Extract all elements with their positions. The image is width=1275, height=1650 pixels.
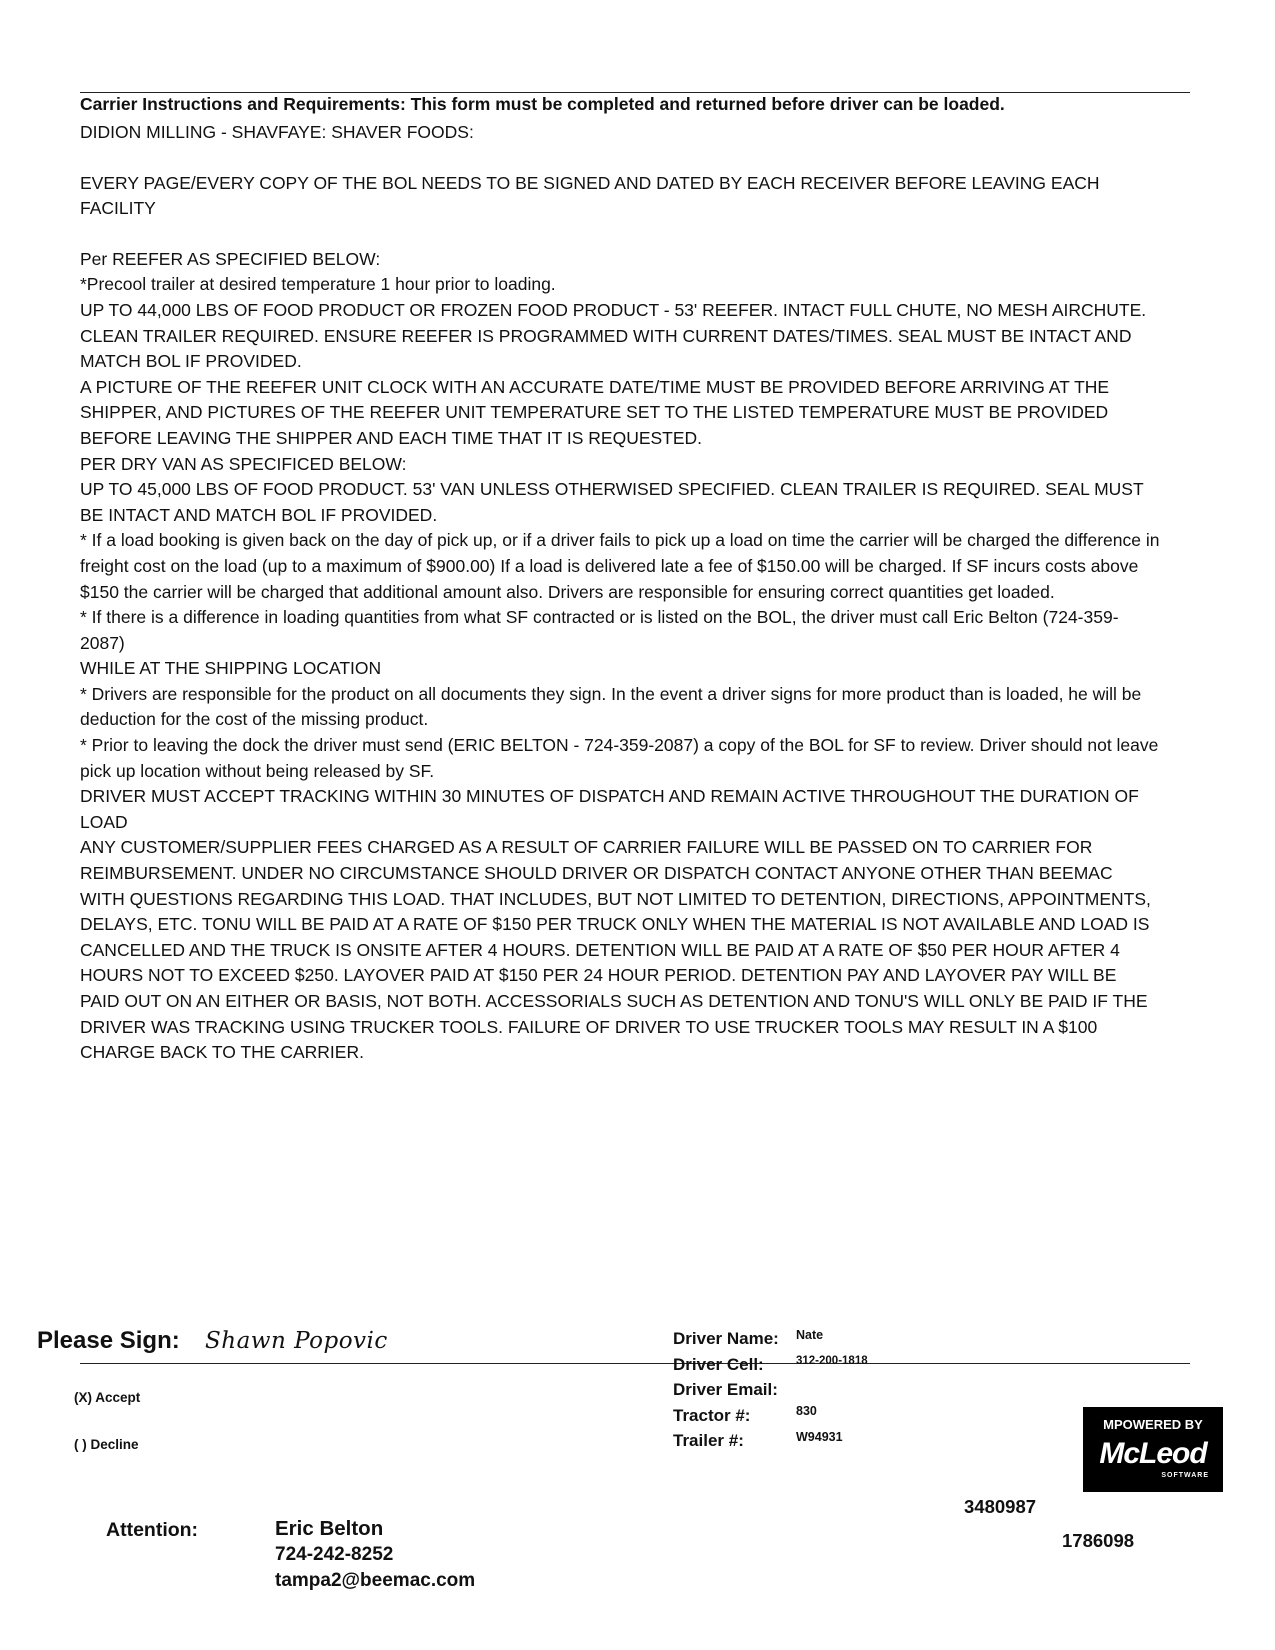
paragraph-gap [80,222,1160,247]
top-rule [80,92,1190,93]
instruction-paragraph: *Precool trailer at desired temperature 1 hour prior to loading. [80,274,556,295]
paragraph-gap [80,146,1160,171]
signature: Shawn Popovic [205,1328,388,1354]
please-sign-label: Please Sign: [37,1327,180,1354]
tractor-value: 830 [796,1404,817,1418]
driver-cell-label: Driver Cell: [673,1355,764,1374]
instruction-paragraph: DIDION MILLING - SHAVFAYE: SHAVER FOODS: [80,122,474,142]
driver-name-label: Driver Name: [673,1329,779,1348]
instruction-paragraph: PER DRY VAN AS SPECIFICED BELOW: [80,453,407,474]
mcleod-logo [1083,1407,1223,1492]
contact-name: Eric Belton [275,1517,384,1540]
contact-email[interactable]: tampa2@beemac.com [275,1570,476,1591]
logo-software: SOFTWARE [1161,1472,1209,1479]
attention-label: Attention: [106,1519,199,1541]
instruction-paragraph: Per REEFER AS SPECIFIED BELOW: [80,248,381,269]
trailer-label: Trailer #: [673,1431,744,1450]
instruction-paragraph: * Drivers are responsible for the product on all documents they sign. In the event a driver signs for more product than is loaded, he will be deduction for the cost of the missing product. [80,683,1142,730]
instruction-paragraph: UP TO 45,000 LBS OF FOOD PRODUCT. 53' VAN UNLESS OTHERWISED SPECIFIED. CLEAN TRAILER IS REQUIRED. SEAL MUST BE INTACT AND MATCH BOL IF PROVIDED. [80,479,1144,525]
instructions-header: Carrier Instructions and Requirements: This form must be completed and returned before driver can be loaded. [80,94,1005,114]
driver-name-value: Nate [796,1328,824,1342]
instruction-paragraph: EVERY PAGE/EVERY COPY OF THE BOL NEEDS TO BE SIGNED AND DATED BY EACH RECEIVER BEFORE LEAVING EACH FACILITY [80,172,1100,219]
instruction-paragraph: ANY CUSTOMER/SUPPLIER FEES CHARGED AS A RESULT OF CARRIER FAILURE WILL BE PASSED ON TO CARRIER FOR REIMBURSEMENT. UNDER NO CIRCUMSTANCE SHOULD DRIVER OR DISPATCH CONTACT ANYONE OTHER THAN BEEMAC WITH QUESTIONS REGARDING THIS LOAD. THAT INCLUDES, BUT NOT LIMITED TO DETENTION, DIRECTIONS, APPOINTMENTS, DELAYS, ETC. TONU WILL BE PAID AT A RATE OF $150 PER TRUCK ONLY WHEN THE MATERIAL IS NOT AVAILABLE AND LOAD IS CANCELLED AND THE TRUCK IS ONSITE AFTER 4 HOURS. DETENTION WILL BE PAID AT A RATE OF $50 PER HOUR AFTER 4 HOURS NOT TO EXCEED $250. LAYOVER PAID AT $150 PER 24 HOUR PERIOD. DETENTION PAY AND LAYOVER PAY WILL BE PAID OUT ON AN EITHER OR BASIS, NOT BOTH. ACCESSORIALS SUCH AS DETENTION AND TONU'S WILL ONLY BE PAID IF THE DRIVER WAS TRACKING USING TRUCKER TOOLS. FAILURE OF DRIVER TO USE TRUCKER TOOLS MAY RESULT IN A $100 CHARGE BACK TO THE CARRIER. [80,837,1151,1063]
reference-number-1: 3480987 [964,1496,1037,1517]
instruction-paragraph: DRIVER MUST ACCEPT TRACKING WITHIN 30 MINUTES OF DISPATCH AND REMAIN ACTIVE THROUGHOUT THE DURATION OF LOAD [80,786,1139,832]
decline-option[interactable]: ( ) Decline [74,1437,139,1452]
contact-phone: 724-242-8252 [275,1544,394,1565]
instruction-paragraph: UP TO 44,000 LBS OF FOOD PRODUCT OR FROZEN FOOD PRODUCT - 53' REEFER. INTACT FULL CHUTE, NO MESH AIRCHUTE. CLEAN TRAILER REQUIRED. ENSURE REEFER IS PROGRAMMED WITH CURRENT DATES/TIMES. SEAL MUST BE INTACT AND MATCH BOL IF PROVIDED. [80,299,1147,372]
instruction-paragraph: WHILE AT THE SHIPPING LOCATION [80,658,382,679]
trailer-value: W94931 [796,1430,843,1444]
driver-email-label: Driver Email: [673,1380,778,1399]
logo-powered-by: MPOWERED BY [1103,1417,1203,1432]
instruction-paragraph: * If a load booking is given back on the day of pick up, or if a driver fails to pick up a load on time the carrier will be charged the difference in freight cost on the load (up to a maximum of $900.00) If a load is delivered late a fee of $150.00 will be charged. If SF incurs costs above $150 the carrier will be charged that additional amount also. Drivers are responsible for ensuring correct quantities get loaded. [80,530,1160,602]
accept-option[interactable]: (X) Accept [74,1390,141,1405]
instruction-paragraph: * Prior to leaving the dock the driver must send (ERIC BELTON - 724-359-2087) a copy of the BOL for SF to review. Driver should not leave pick up location without being released by SF. [80,735,1159,781]
instructions-body [80,120,1160,1066]
instruction-paragraph: * If there is a difference in loading quantities from what SF contracted or is listed on the BOL, the driver must call Eric Belton (724-359-2087) [80,607,1119,653]
driver-cell-value: 312-200-1818 [796,1355,868,1367]
reference-number-2: 1786098 [1062,1530,1135,1551]
signature-line [80,1363,1190,1364]
instruction-paragraph: A PICTURE OF THE REEFER UNIT CLOCK WITH AN ACCURATE DATE/TIME MUST BE PROVIDED BEFORE ARRIVING AT THE SHIPPER, AND PICTURES OF THE REEFER UNIT TEMPERATURE SET TO THE LISTED TEMPERATURE MUST BE PROVIDED BEFORE LEAVING THE SHIPPER AND EACH TIME THAT IT IS REQUESTED. [80,376,1110,448]
tractor-label: Tractor #: [673,1406,751,1425]
logo-brand: McLeod [1099,1437,1207,1470]
